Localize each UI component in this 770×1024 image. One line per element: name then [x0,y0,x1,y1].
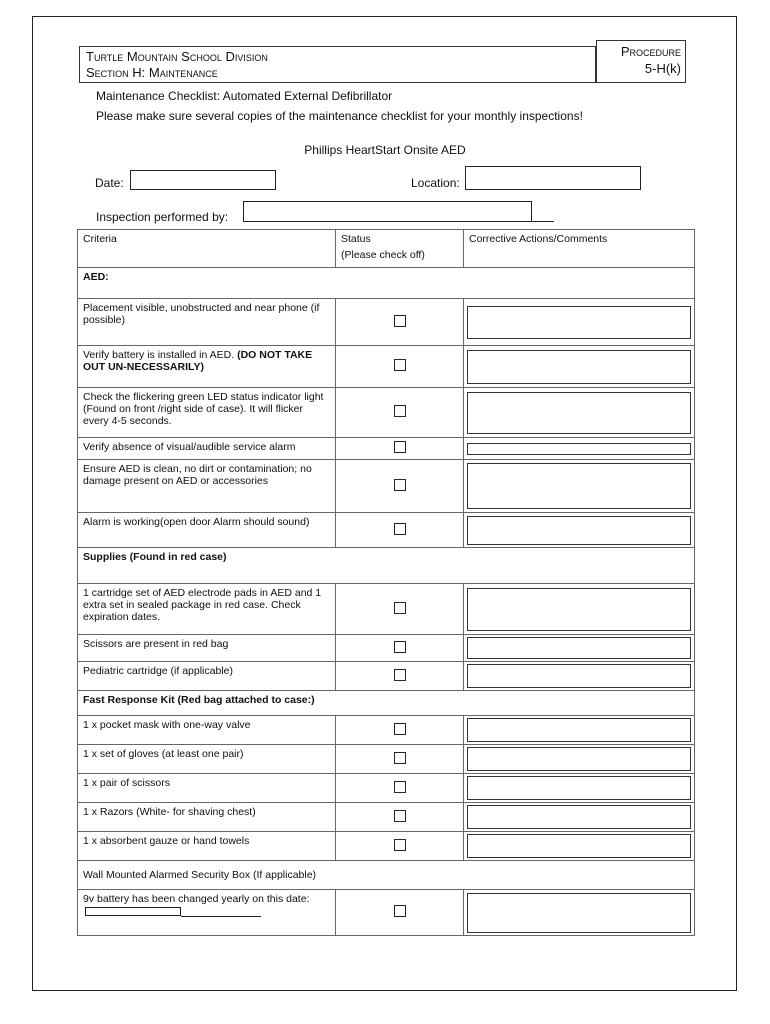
comment-cell [464,346,695,388]
status-cell [336,635,464,662]
table-row [78,832,695,861]
criteria-cell [78,890,336,936]
comment-cell [464,803,695,832]
criteria-cell: 1 x Razors (White- for shaving chest) [78,803,336,832]
battery-date-field[interactable] [85,907,181,916]
status-checkbox[interactable] [394,669,406,681]
criteria-cell: 1 cartridge set of AED electrode pads in AED and 1 extra set in sealed package in red case. Check expiration dates. [78,584,336,635]
table-row [78,299,695,346]
status-checkbox[interactable] [394,810,406,822]
comment-field[interactable] [467,588,691,631]
section-row-kit [78,691,695,716]
table-row [78,662,695,691]
comment-cell [464,460,695,513]
table-row [78,388,695,438]
status-checkbox[interactable] [394,839,406,851]
comments-header: Corrective Actions/Comments [464,230,695,268]
status-checkbox[interactable] [394,781,406,793]
status-header-label: Status [341,233,371,245]
criteria-text: Verify battery is installed in AED. [83,349,235,361]
inspector-underline [532,221,554,222]
comment-cell [464,832,695,861]
status-checkbox[interactable] [394,441,406,453]
criteria-cell: 1 x absorbent gauze or hand towels [78,832,336,861]
status-cell [336,774,464,803]
table-header-row [78,230,695,268]
status-cell [336,438,464,460]
criteria-warning: (DO NOT TAKE OUT UN-NECESSARILY) [83,349,313,373]
comment-field[interactable] [467,747,691,771]
status-checkbox[interactable] [394,315,406,327]
table-row [78,635,695,662]
table-row [78,346,695,388]
date-field[interactable] [130,170,276,190]
status-cell [336,460,464,513]
criteria-header: Criteria [78,230,336,268]
section-row-supplies [78,548,695,584]
status-checkbox[interactable] [394,641,406,653]
status-cell [336,388,464,438]
section-row-aed [78,268,695,299]
criteria-cell: Scissors are present in red bag [78,635,336,662]
org-name: Turtle Mountain School Division [86,49,268,64]
status-checkbox[interactable] [394,752,406,764]
status-checkbox[interactable] [394,905,406,917]
status-cell [336,745,464,774]
status-cell [336,584,464,635]
procedure-box [596,40,686,83]
checklist-instruction: Please make sure several copies of the maintenance checklist for your monthly inspections! [96,109,583,123]
table-row [78,460,695,513]
status-checkbox[interactable] [394,479,406,491]
status-cell [336,346,464,388]
status-checkbox[interactable] [394,602,406,614]
status-cell [336,832,464,861]
status-cell [336,662,464,691]
status-header [336,230,464,268]
comment-field[interactable] [467,350,691,384]
comment-cell [464,299,695,346]
table-row [78,890,695,936]
status-cell [336,803,464,832]
status-cell [336,890,464,936]
comment-field[interactable] [467,776,691,800]
criteria-cell: Check the flickering green LED status indicator light (Found on front /right side of case). It will flicker every 4-5 seconds. [78,388,336,438]
comment-cell [464,774,695,803]
comment-cell [464,584,695,635]
section-label: Fast Response Kit (Red bag attached to case:) [78,691,695,716]
table-row [78,774,695,803]
section-label: AED: [78,268,695,299]
criteria-cell: Placement visible, unobstructed and near phone (if possible) [78,299,336,346]
status-checkbox[interactable] [394,523,406,535]
criteria-cell: Verify absence of visual/audible service alarm [78,438,336,460]
comment-cell [464,513,695,548]
procedure-label: Procedure [620,44,681,59]
location-field[interactable] [465,166,641,190]
section-label: Wall Mounted Alarmed Security Box (If applicable) [78,861,695,890]
comment-field[interactable] [467,443,691,455]
table-row [78,513,695,548]
comment-cell [464,388,695,438]
comment-cell [464,745,695,774]
comment-cell [464,662,695,691]
comment-field[interactable] [467,834,691,858]
comment-cell [464,716,695,745]
criteria-text: 9v battery has been changed yearly on this date: [83,893,310,905]
status-cell [336,513,464,548]
comment-field[interactable] [467,516,691,545]
status-cell [336,299,464,346]
criteria-cell: Pediatric cartridge (if applicable) [78,662,336,691]
comment-field[interactable] [467,637,691,659]
table-row [78,438,695,460]
device-subtitle: Phillips HeartStart Onsite AED [304,143,466,157]
status-checkbox[interactable] [394,723,406,735]
comment-cell [464,890,695,936]
criteria-cell: 1 x pocket mask with one-way valve [78,716,336,745]
section-name: Section H: Maintenance [86,65,218,80]
status-checkbox[interactable] [394,359,406,371]
comment-cell [464,635,695,662]
table-row [78,584,695,635]
comment-cell [464,438,695,460]
table-row [78,803,695,832]
section-label: Supplies (Found in red case) [78,548,695,584]
comment-field[interactable] [467,718,691,742]
table-row [78,745,695,774]
inspector-label: Inspection performed by: [96,210,229,224]
table-row [78,716,695,745]
comment-field[interactable] [467,392,691,434]
criteria-cell [78,346,336,388]
comment-field[interactable] [467,805,691,829]
status-checkbox[interactable] [394,405,406,417]
criteria-cell: 1 x pair of scissors [78,774,336,803]
document-header [79,46,596,83]
location-label: Location: [411,176,460,190]
comment-field[interactable] [467,463,691,509]
procedure-code: 5-H(k) [644,61,681,76]
battery-date-underline [181,916,261,917]
checklist-table [77,229,695,936]
section-row-box [78,861,695,890]
comment-field[interactable] [467,664,691,688]
comment-field[interactable] [467,306,691,339]
criteria-cell: Alarm is working(open door Alarm should sound) [78,513,336,548]
criteria-cell: 1 x set of gloves (at least one pair) [78,745,336,774]
date-label: Date: [95,176,124,190]
checklist-title: Maintenance Checklist: Automated External Defibrillator [96,89,393,103]
status-header-note: (Please check off) [341,249,425,261]
comment-field[interactable] [467,893,691,933]
criteria-cell: Ensure AED is clean, no dirt or contamination; no damage present on AED or accessories [78,460,336,513]
inspector-field[interactable] [243,201,532,222]
status-cell [336,716,464,745]
